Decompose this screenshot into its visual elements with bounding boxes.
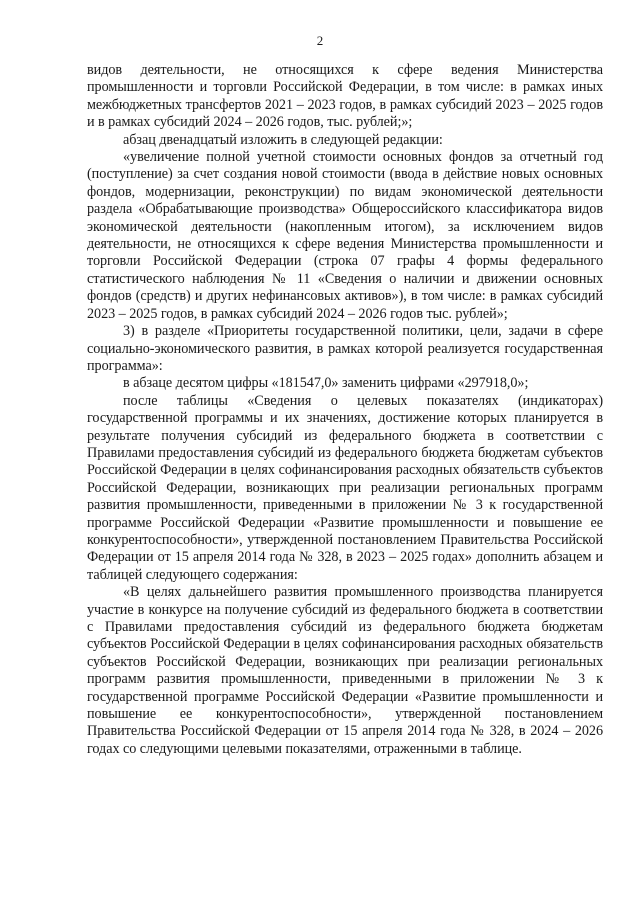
paragraph-after-table: после таблицы «Сведения о целевых показателях (индикаторах) государственной программы и их значениях, достижение которых планируется в результате получения субсидий из федерального бюджета в соответствии с Правилами предоставления субсидий из федерального бюджета бюджетам субъектов Российской Федерации в целях софинансирования расходных обязательств субъектов Российской Федерации, возникающих при реализации региональных программ развития промышленности, приведенными в приложении № 3 к государственной программе Российской Федерации «Развитие промышленности и повышение ее конкурентоспособности», утвержденной постановлением Правительства Российской Федерации от 15 апреля 2014 года № 328, в 2023 – 2025 годах» дополнить абзацем и таблицей следующего содержания: <box>87 392 603 583</box>
paragraph-quoted-addition: «В целях дальнейшего развития промышленного производства планируется участие в конкурсе на получение субсидий из федерального бюджета в соответствии с Правилами предоставления субсидий из федерального бюджета бюджетам субъектов Российской Федерации в целях софинансирования расходных обязательств субъектов Российской Федерации, возникающих при реализации региональных программ развития промышленности, приведенными в приложении № 3 к государственной программе Российской Федерации «Развитие промышленности и повышение ее конкурентоспособности», утвержденной постановлением Правительства Российской Федерации от 15 апреля 2014 года № 328, в 2024 – 2026 годах со следующими целевыми показателями, отраженными в таблице. <box>87 584 603 757</box>
paragraph-section-priorities: 3) в разделе «Приоритеты государственной политики, цели, задачи в сфере социально-экономического развития, в рамках которой реализуется государственная программа»: <box>87 323 603 374</box>
paragraph-new-wording: «увеличение полной учетной стоимости основных фондов за отчетный год (поступление) за счет создания новой стоимости (ввода в действие новых основных фондов, модернизации, реконструкции) по видам экономической деятельности раздела «Обрабатывающие производства» Общероссийского классификатора видов экономической деятельности (накопленным итогом), за исключением видов деятельности, не относящихся к сфере ведения Министерства промышленности и торговли Российской Федерации (строка 07 графы 4 формы федерального статистического наблюдения № 11 «Сведения о наличии и движении основных фондов (средств) и других нефинансовых активов»), в том числе: в рамках субсидий 2023 – 2025 годов, в рамках субсидий 2024 – 2026 годов тыс. рублей»; <box>87 149 603 322</box>
document-body <box>87 62 603 758</box>
page-number: 2 <box>316 33 324 48</box>
paragraph-replace-numbers: в абзаце десятом цифры «181547,0» заменить цифрами «297918,0»; <box>123 375 529 392</box>
paragraph-instruction-twelfth: абзац двенадцатый изложить в следующей редакции: <box>123 131 443 148</box>
paragraph-continuation: видов деятельности, не относящихся к сфере ведения Министерства промышленности и торговли Российской Федерации, в том числе: в рамках иных межбюджетных трансфертов 2021 – 2023 годов, в рамках субсидий 2023 – 2025 годов и в рамках субсидий 2024 – 2026 годов, тыс. рублей;»; <box>87 62 603 131</box>
